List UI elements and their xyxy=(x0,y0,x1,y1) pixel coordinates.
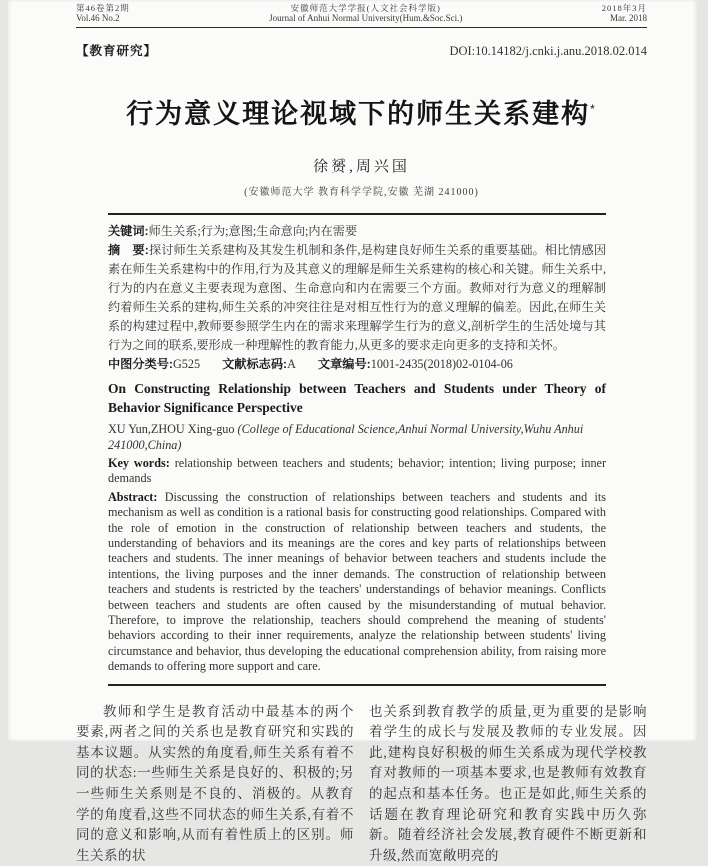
body-right-paragraph: 也关系到教育教学的质量,更为重要的是影响着学生的成长与发展及教师的专业发展。因此,建构良好积极的师生关系成为现代学校教育对教师的一项基本要求,也是教师有效教育的起点和基本任务。也正是如此,师生关系的话题在教育理论研究和教育实践中历久弥新。随着经济社会发展,教育硬件不断更新和升级,然而宽敞明亮的 xyxy=(369,703,647,863)
abstract-label-en: Abstract: xyxy=(108,489,158,504)
running-head-date xyxy=(602,3,647,24)
doc-code-label: 文献标志码: xyxy=(222,357,288,371)
body-column-left xyxy=(76,702,354,866)
section-doi-row xyxy=(76,41,647,59)
article-title-en: On Constructing Relationship between Teachers and Students under Theory of Behavior Significance Perspective xyxy=(108,381,606,415)
body-left-paragraph: 教师和学生是教育活动中最基本的两个要素,两者之间的关系也是教育研究和实践的基本议题。从实然的角度看,师生关系有着不同的状态:一些师生关系是良好的、积极的;另一些师生关系则是不良的、消极的。从教育学的角度看,这些不同状态的师生关系,有着不同的意义和影响,从而有着性质上的区别。师生关系的状 xyxy=(76,703,354,863)
paper-page xyxy=(8,0,697,863)
abstract-body-divider xyxy=(108,684,606,686)
authors-line-en xyxy=(108,421,606,453)
abstract-en: Discussing the construction of relationships between teachers and students and its mechanism as well as condition is a rational basis for constructing good relationships. Compared with the role of emotion in the construction of relationship between teachers and students, the understanding of behaviors and its meanings are the cores and key parts of relationships between teachers and students. The inner meanings of behavior between teachers and students include the intentions, the living purposes and the inner demands. The construction of relationship between teachers and students is restricted by the teachers' understandings of behavior meanings. Conflicts between teachers and students are often caused by the misunderstanding of mutual behavior. Therefore, to improve the relationship, teachers should comprehend the meaning of students' behaviors according to their inner requirements, analyze the relationship between students' living circumstance and behavior, thus developing the educational comprehension ability, from raising more demands to offering more support and care. xyxy=(108,489,607,674)
section-tag: 【教育研究】 xyxy=(76,44,158,58)
article-no-label: 文章编号: xyxy=(317,357,371,371)
keywords-label-en: Key words: xyxy=(108,456,170,470)
journal-name-en: Journal of Anhui Normal University(Hum.&Soc.Sci.) xyxy=(269,13,463,23)
abstract-en-spacer xyxy=(157,490,164,504)
doi-text: DOI:10.14182/j.cnki.j.anu.2018.02.014 xyxy=(449,44,647,58)
journal-name-cn: 安徽师范大学学报(人文社会科学版) xyxy=(290,3,441,13)
article-title-cn xyxy=(76,92,647,131)
abstract-label-cn: 摘 要: xyxy=(108,243,149,257)
abstract-cn: 探讨师生关系建构及其发生机制和条件,是构建良好师生关系的重要基础。相比情感因素在师生关系建构中的作用,行为及其意义的理解是师生关系建构的核心和关键。师生关系中,行为的内在意义主要表现为意图、生命意向和内在需要三个方面。教师对行为意义的理解制约着师生关系的建构,师生关系的冲突往往是对相互性行为的意义理解的偏差。因此,在师生关系的构建过程中,教师要参照学生内在的需求来理解学生行为的意义,剖析学生的生活处境与其行为之间的联系,要形成一种理解性的教育能力,从更多的要求走向更多的支持和关怀。 xyxy=(108,243,607,352)
article-title-cn-text: 行为意义理论视域下的师生关系建构 xyxy=(126,99,591,129)
english-abstract-block xyxy=(108,379,606,675)
body-text-columns xyxy=(76,702,647,866)
date-cn: 2018年3月 xyxy=(601,3,647,13)
abstract-paragraph-cn xyxy=(108,241,606,355)
abstract-paragraph-en xyxy=(108,490,606,675)
keywords-cn: 师生关系;行为;意图;生命意向;内在需要 xyxy=(148,224,358,238)
date-en: Mar. 2018 xyxy=(610,13,647,23)
authors-cn: 徐赟,周兴国 xyxy=(313,159,410,175)
authors-en: XU Yun,ZHOU Xing-guo xyxy=(108,422,238,436)
chinese-abstract-block xyxy=(108,213,606,374)
affiliation-en: (College of Educational Science,Anhui Normal University,Wuhu Anhui 241000,China) xyxy=(108,422,584,452)
doc-code-value: A xyxy=(287,357,296,371)
clc-label: 中图分类号: xyxy=(108,357,173,371)
issue-cn: 第46卷第2期 xyxy=(76,3,130,13)
keywords-label-cn: 关键词: xyxy=(108,224,149,238)
classification-line xyxy=(108,355,606,374)
keywords-en: relationship between teachers and students; behavior; intention; living purpose; inner demands xyxy=(108,456,607,486)
running-head-journal-name xyxy=(130,3,602,24)
running-head-issue xyxy=(76,3,130,24)
issue-en: Vol.46 No.2 xyxy=(76,13,120,23)
keywords-line-en xyxy=(108,456,606,487)
clc-value: G525 xyxy=(173,357,201,371)
keywords-line-cn xyxy=(108,222,606,241)
article-no-value: 1001-2435(2018)02-0104-06 xyxy=(370,357,513,371)
affiliation-cn: (安徽师范大学 教育科学学院,安徽 芜湖 241000) xyxy=(244,187,479,198)
body-column-right xyxy=(369,702,647,866)
page-content xyxy=(8,0,697,866)
journal-running-head xyxy=(76,3,647,28)
title-footnote-mark: * xyxy=(590,102,597,116)
